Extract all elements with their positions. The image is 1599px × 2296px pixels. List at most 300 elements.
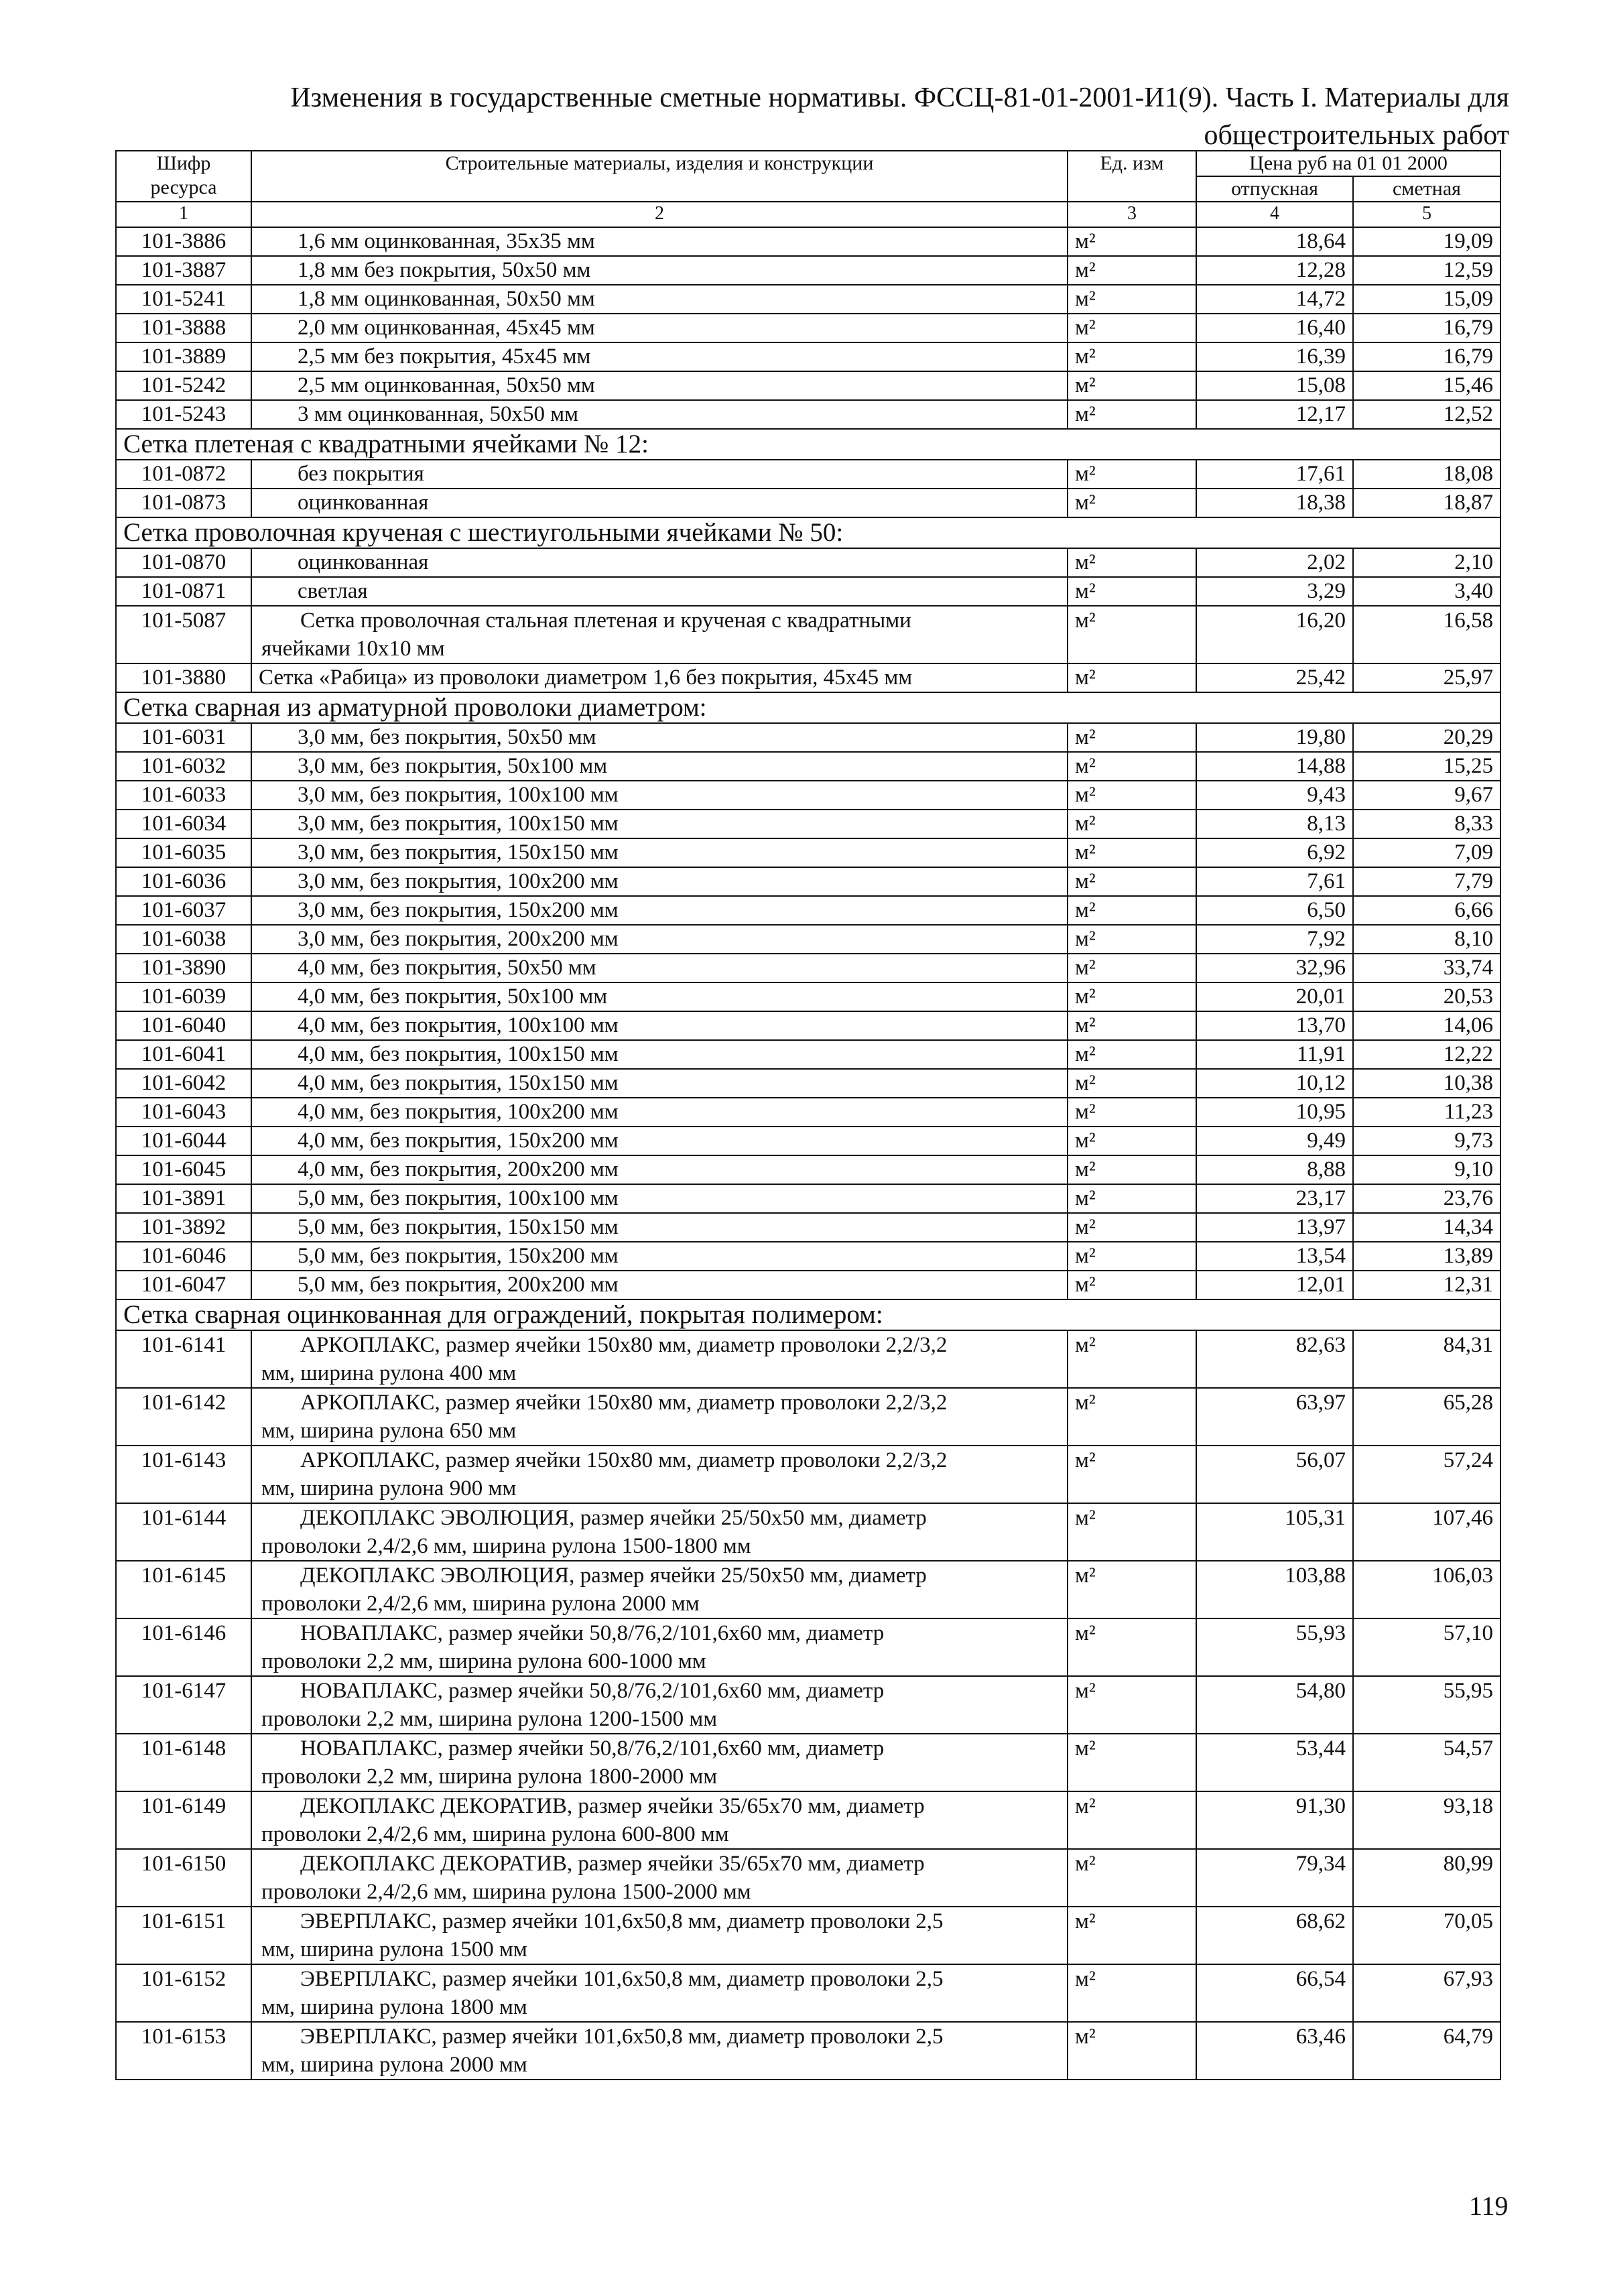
- material-name-line1: ДЕКОПЛАКС ДЕКОРАТИВ, размер ячейки 35/65x70 мм, диаметр: [300, 1794, 925, 1818]
- group-heading: Сетка проволочная крученая с шестиугольными ячейками № 50:: [116, 517, 1500, 548]
- unit-of-measure: м²: [1068, 810, 1196, 838]
- resource-code: 101-3888: [116, 314, 251, 342]
- material-name-cell: [251, 1676, 1068, 1734]
- price-release: 12,17: [1196, 400, 1353, 429]
- price-estimate: 10,38: [1353, 1069, 1500, 1098]
- resource-code: 101-6035: [116, 838, 251, 867]
- material-name: 3,0 мм, без покрытия, 50x100 мм: [298, 754, 608, 778]
- table-row: [116, 1734, 1500, 1791]
- table-row: [116, 752, 1500, 781]
- material-name-line2: мм, ширина рулона 2000 мм: [261, 2053, 527, 2077]
- material-name-cell: [251, 1040, 1068, 1069]
- resource-code: 101-6031: [116, 723, 251, 752]
- price-estimate: 15,09: [1353, 285, 1500, 314]
- resource-code: 101-3886: [116, 227, 251, 256]
- materials-price-table: [115, 150, 1501, 2080]
- material-name-line1: Сетка проволочная стальная плетеная и крученая с квадратными: [300, 609, 911, 633]
- material-name-cell: [251, 1127, 1068, 1155]
- price-estimate: 3,40: [1353, 577, 1500, 606]
- price-release: 32,96: [1196, 954, 1353, 982]
- price-release: 14,88: [1196, 752, 1353, 781]
- material-name-line2: проволоки 2,4/2,6 мм, ширина рулона 600-800 мм: [261, 1822, 729, 1846]
- unit-of-measure: м²: [1068, 285, 1196, 314]
- resource-code: 101-6043: [116, 1098, 251, 1127]
- price-estimate: 57,24: [1353, 1446, 1500, 1503]
- material-name-cell: [251, 314, 1068, 342]
- material-name-cell: [251, 1618, 1068, 1676]
- table-row: [116, 1618, 1500, 1676]
- price-release: 105,31: [1196, 1503, 1353, 1561]
- resource-code: 101-6146: [116, 1618, 251, 1676]
- material-name-line2: мм, ширина рулона 400 мм: [261, 1361, 517, 1385]
- resource-code: 101-6149: [116, 1791, 251, 1849]
- price-release: 9,43: [1196, 781, 1353, 810]
- price-release: 63,97: [1196, 1388, 1353, 1446]
- group-heading: Сетка плетеная с квадратными ячейками № 12:: [116, 429, 1500, 460]
- material-name-cell: [251, 810, 1068, 838]
- header-price-estimate: сметная: [1353, 176, 1500, 202]
- material-name: 3,0 мм, без покрытия, 100x200 мм: [298, 869, 619, 893]
- column-number: 5: [1353, 202, 1500, 227]
- material-name-cell: [251, 1849, 1068, 1907]
- price-release: 18,38: [1196, 489, 1353, 517]
- material-name: 2,0 мм оцинкованная, 45x45 мм: [298, 316, 595, 340]
- material-name-line2: мм, ширина рулона 650 мм: [261, 1419, 517, 1443]
- material-name-line1: АРКОПЛАКС, размер ячейки 150x80 мм, диаметр проволоки 2,2/3,2: [300, 1333, 948, 1357]
- table-row: [116, 1155, 1500, 1184]
- material-name-cell: [251, 1184, 1068, 1213]
- price-release: 6,50: [1196, 896, 1353, 925]
- price-estimate: 107,46: [1353, 1503, 1500, 1561]
- table-row: [116, 982, 1500, 1011]
- table-row: [116, 1676, 1500, 1734]
- price-estimate: 12,52: [1353, 400, 1500, 429]
- price-release: 91,30: [1196, 1791, 1353, 1849]
- price-release: 17,61: [1196, 460, 1353, 489]
- unit-of-measure: м²: [1068, 781, 1196, 810]
- table-row: [116, 663, 1500, 692]
- unit-of-measure: м²: [1068, 1618, 1196, 1676]
- material-name: 3,0 мм, без покрытия, 50x50 мм: [298, 725, 596, 749]
- material-name-cell: [251, 1330, 1068, 1388]
- resource-code: 101-0873: [116, 489, 251, 517]
- price-estimate: 67,93: [1353, 1964, 1500, 2022]
- resource-code: 101-6038: [116, 925, 251, 954]
- price-estimate: 9,73: [1353, 1127, 1500, 1155]
- table-row: [116, 1069, 1500, 1098]
- unit-of-measure: м²: [1068, 489, 1196, 517]
- material-name: 4,0 мм, без покрытия, 50x100 мм: [298, 984, 608, 1009]
- price-estimate: 18,87: [1353, 489, 1500, 517]
- material-name-line2: проволоки 2,2 мм, ширина рулона 600-1000 мм: [261, 1649, 706, 1673]
- unit-of-measure: м²: [1068, 577, 1196, 606]
- table-row: [116, 838, 1500, 867]
- unit-of-measure: м²: [1068, 896, 1196, 925]
- material-name-line1: ЭВЕРПЛАКС, размер ячейки 101,6x50,8 мм, диаметр проволоки 2,5: [300, 2025, 944, 2049]
- unit-of-measure: м²: [1068, 1242, 1196, 1271]
- unit-of-measure: м²: [1068, 1127, 1196, 1155]
- table-row: [116, 896, 1500, 925]
- price-release: 11,91: [1196, 1040, 1353, 1069]
- table-row: [116, 606, 1500, 663]
- table-row: [116, 954, 1500, 982]
- material-name: 3 мм оцинкованная, 50x50 мм: [298, 402, 579, 426]
- material-name-cell: [251, 838, 1068, 867]
- price-release: 13,97: [1196, 1213, 1353, 1242]
- unit-of-measure: м²: [1068, 1330, 1196, 1388]
- material-name-cell: [251, 256, 1068, 285]
- material-name-cell: [251, 867, 1068, 896]
- unit-of-measure: м²: [1068, 1676, 1196, 1734]
- material-name: 1,6 мм оцинкованная, 35x35 мм: [298, 229, 595, 253]
- material-name-line1: АРКОПЛАКС, размер ячейки 150x80 мм, диаметр проволоки 2,2/3,2: [300, 1391, 948, 1415]
- resource-code: 101-6044: [116, 1127, 251, 1155]
- column-number: 1: [116, 202, 251, 227]
- resource-code: 101-3891: [116, 1184, 251, 1213]
- table-row: [116, 925, 1500, 954]
- material-name-cell: [251, 371, 1068, 400]
- material-name: 3,0 мм, без покрытия, 150x200 мм: [298, 898, 619, 922]
- resource-code: 101-6040: [116, 1011, 251, 1040]
- group-heading-row: [116, 429, 1500, 460]
- price-estimate: 14,34: [1353, 1213, 1500, 1242]
- unit-of-measure: м²: [1068, 723, 1196, 752]
- resource-code: 101-0871: [116, 577, 251, 606]
- price-estimate: 14,06: [1353, 1011, 1500, 1040]
- price-estimate: 15,25: [1353, 752, 1500, 781]
- price-estimate: 16,79: [1353, 314, 1500, 342]
- price-release: 54,80: [1196, 1676, 1353, 1734]
- unit-of-measure: м²: [1068, 1155, 1196, 1184]
- material-name: светлая: [298, 579, 368, 603]
- material-name-cell: [251, 1561, 1068, 1618]
- price-release: 18,64: [1196, 227, 1353, 256]
- material-name-line2: проволоки 2,4/2,6 мм, ширина рулона 1500-1800 мм: [261, 1534, 751, 1558]
- unit-of-measure: м²: [1068, 342, 1196, 371]
- material-name-cell: [251, 285, 1068, 314]
- price-release: 7,92: [1196, 925, 1353, 954]
- material-name-cell: [251, 548, 1068, 577]
- material-name-cell: [251, 723, 1068, 752]
- material-name-cell: [251, 781, 1068, 810]
- resource-code: 101-3880: [116, 663, 251, 692]
- price-release: 10,95: [1196, 1098, 1353, 1127]
- material-name: 5,0 мм, без покрытия, 100x100 мм: [298, 1186, 619, 1210]
- table-row: [116, 1561, 1500, 1618]
- material-name-line1: НОВАПЛАКС, размер ячейки 50,8/76,2/101,6x60 мм, диаметр: [300, 1679, 885, 1703]
- page-number: 119: [1469, 2191, 1509, 2221]
- price-estimate: 18,08: [1353, 460, 1500, 489]
- table-row: [116, 227, 1500, 256]
- table-row: [116, 1503, 1500, 1561]
- price-estimate: 12,22: [1353, 1040, 1500, 1069]
- resource-code: 101-6046: [116, 1242, 251, 1271]
- price-estimate: 12,59: [1353, 256, 1500, 285]
- table-row: [116, 1388, 1500, 1446]
- price-release: 63,46: [1196, 2022, 1353, 2080]
- resource-code: 101-6142: [116, 1388, 251, 1446]
- material-name: 3,0 мм, без покрытия, 100x150 мм: [298, 812, 619, 836]
- price-estimate: 64,79: [1353, 2022, 1500, 2080]
- table-row: [116, 723, 1500, 752]
- resource-code: 101-5241: [116, 285, 251, 314]
- material-name: без покрытия: [298, 462, 424, 486]
- table-row: [116, 867, 1500, 896]
- price-release: 19,80: [1196, 723, 1353, 752]
- price-estimate: 93,18: [1353, 1791, 1500, 1849]
- price-estimate: 9,10: [1353, 1155, 1500, 1184]
- table-row: [116, 1040, 1500, 1069]
- price-release: 82,63: [1196, 1330, 1353, 1388]
- material-name-line1: ДЕКОПЛАКС ДЕКОРАТИВ, размер ячейки 35/65x70 мм, диаметр: [300, 1852, 925, 1876]
- table-row: [116, 1271, 1500, 1299]
- material-name: 3,0 мм, без покрытия, 100x100 мм: [298, 783, 619, 807]
- table-row: [116, 1964, 1500, 2022]
- resource-code: 101-6041: [116, 1040, 251, 1069]
- material-name: 5,0 мм, без покрытия, 150x150 мм: [298, 1215, 619, 1239]
- price-release: 8,13: [1196, 810, 1353, 838]
- price-estimate: 23,76: [1353, 1184, 1500, 1213]
- table-row: [116, 1242, 1500, 1271]
- price-estimate: 13,89: [1353, 1242, 1500, 1271]
- table-row: [116, 400, 1500, 429]
- resource-code: 101-6045: [116, 1155, 251, 1184]
- material-name: 2,5 мм без покрытия, 45x45 мм: [298, 344, 591, 369]
- material-name: оцинкованная: [298, 550, 429, 574]
- price-release: 16,39: [1196, 342, 1353, 371]
- unit-of-measure: м²: [1068, 1388, 1196, 1446]
- unit-of-measure: м²: [1068, 1213, 1196, 1242]
- material-name: 4,0 мм, без покрытия, 150x150 мм: [298, 1071, 619, 1095]
- material-name-line1: АРКОПЛАКС, размер ячейки 150x80 мм, диаметр проволоки 2,2/3,2: [300, 1448, 948, 1472]
- unit-of-measure: м²: [1068, 925, 1196, 954]
- table-row: [116, 1330, 1500, 1388]
- resource-code: 101-6150: [116, 1849, 251, 1907]
- header-name: Строительные материалы, изделия и конструкции: [251, 151, 1068, 202]
- resource-code: 101-6034: [116, 810, 251, 838]
- price-estimate: 19,09: [1353, 227, 1500, 256]
- price-estimate: 8,33: [1353, 810, 1500, 838]
- table-row: [116, 314, 1500, 342]
- unit-of-measure: м²: [1068, 1184, 1196, 1213]
- material-name-cell: [251, 1734, 1068, 1791]
- price-release: 16,20: [1196, 606, 1353, 663]
- price-release: 12,01: [1196, 1271, 1353, 1299]
- resource-code: 101-6037: [116, 896, 251, 925]
- material-name: 4,0 мм, без покрытия, 50x50 мм: [298, 956, 596, 980]
- table-row: [116, 342, 1500, 371]
- price-estimate: 54,57: [1353, 1734, 1500, 1791]
- price-release: 16,40: [1196, 314, 1353, 342]
- resource-code: 101-5243: [116, 400, 251, 429]
- unit-of-measure: м²: [1068, 1011, 1196, 1040]
- unit-of-measure: м²: [1068, 1271, 1196, 1299]
- material-name-line2: мм, ширина рулона 900 мм: [261, 1476, 517, 1501]
- price-release: 20,01: [1196, 982, 1353, 1011]
- unit-of-measure: м²: [1068, 1561, 1196, 1618]
- material-name-cell: [251, 954, 1068, 982]
- price-release: 3,29: [1196, 577, 1353, 606]
- material-name-line1: ДЕКОПЛАКС ЭВОЛЮЦИЯ, размер ячейки 25/50x50 мм, диаметр: [300, 1506, 927, 1530]
- group-heading: Сетка сварная из арматурной проволоки диаметром:: [116, 692, 1500, 723]
- material-name: 5,0 мм, без покрытия, 150x200 мм: [298, 1244, 619, 1268]
- price-estimate: 57,10: [1353, 1618, 1500, 1676]
- material-name: 4,0 мм, без покрытия, 100x100 мм: [298, 1013, 619, 1037]
- price-estimate: 12,31: [1353, 1271, 1500, 1299]
- resource-code: 101-6144: [116, 1503, 251, 1561]
- price-estimate: 15,46: [1353, 371, 1500, 400]
- table-row: [116, 548, 1500, 577]
- material-name-cell: [251, 1069, 1068, 1098]
- unit-of-measure: м²: [1068, 227, 1196, 256]
- price-estimate: 7,09: [1353, 838, 1500, 867]
- header-price-group: Цена руб на 01 01 2000: [1196, 151, 1500, 176]
- material-name-cell: [251, 1271, 1068, 1299]
- resource-code: 101-6047: [116, 1271, 251, 1299]
- price-estimate: 33,74: [1353, 954, 1500, 982]
- price-release: 53,44: [1196, 1734, 1353, 1791]
- header-price-release: отпускная: [1196, 176, 1353, 202]
- material-name-cell: [251, 663, 1068, 692]
- resource-code: 101-3889: [116, 342, 251, 371]
- unit-of-measure: м²: [1068, 1791, 1196, 1849]
- material-name-cell: [251, 460, 1068, 489]
- material-name: оцинкованная: [298, 491, 429, 515]
- price-estimate: 25,97: [1353, 663, 1500, 692]
- unit-of-measure: м²: [1068, 2022, 1196, 2080]
- material-name: 3,0 мм, без покрытия, 150x150 мм: [298, 840, 619, 865]
- price-estimate: 106,03: [1353, 1561, 1500, 1618]
- unit-of-measure: м²: [1068, 1503, 1196, 1561]
- resource-code: 101-3890: [116, 954, 251, 982]
- material-name: 2,5 мм оцинкованная, 50x50 мм: [298, 373, 595, 397]
- material-name: 4,0 мм, без покрытия, 100x150 мм: [298, 1042, 619, 1066]
- table-row: [116, 489, 1500, 517]
- price-release: 66,54: [1196, 1964, 1353, 2022]
- resource-code: 101-6039: [116, 982, 251, 1011]
- column-number: 3: [1068, 202, 1196, 227]
- unit-of-measure: м²: [1068, 954, 1196, 982]
- resource-code: 101-5242: [116, 371, 251, 400]
- resource-code: 101-3887: [116, 256, 251, 285]
- price-estimate: 65,28: [1353, 1388, 1500, 1446]
- material-name-line1: НОВАПЛАКС, размер ячейки 50,8/76,2/101,6x60 мм, диаметр: [300, 1621, 885, 1645]
- resource-code: 101-6147: [116, 1676, 251, 1734]
- unit-of-measure: м²: [1068, 1040, 1196, 1069]
- table-row: [116, 460, 1500, 489]
- unit-of-measure: м²: [1068, 371, 1196, 400]
- price-estimate: 8,10: [1353, 925, 1500, 954]
- material-name: 4,0 мм, без покрытия, 150x200 мм: [298, 1129, 619, 1153]
- material-name-line2: проволоки 2,2 мм, ширина рулона 1200-1500 мм: [261, 1707, 718, 1731]
- resource-code: 101-3892: [116, 1213, 251, 1242]
- table-row: [116, 371, 1500, 400]
- price-release: 15,08: [1196, 371, 1353, 400]
- unit-of-measure: м²: [1068, 314, 1196, 342]
- table-row: [116, 1213, 1500, 1242]
- group-heading-row: [116, 1299, 1500, 1330]
- unit-of-measure: м²: [1068, 548, 1196, 577]
- price-release: 68,62: [1196, 1907, 1353, 1964]
- material-name-line2: проволоки 2,4/2,6 мм, ширина рулона 1500-2000 мм: [261, 1880, 751, 1904]
- price-release: 6,92: [1196, 838, 1353, 867]
- material-name-cell: [251, 925, 1068, 954]
- resource-code: 101-6036: [116, 867, 251, 896]
- resource-code: 101-0872: [116, 460, 251, 489]
- resource-code: 101-6153: [116, 2022, 251, 2080]
- price-release: 13,70: [1196, 1011, 1353, 1040]
- column-number: 2: [251, 202, 1068, 227]
- unit-of-measure: м²: [1068, 752, 1196, 781]
- resource-code: 101-6032: [116, 752, 251, 781]
- unit-of-measure: м²: [1068, 1446, 1196, 1503]
- table-row: [116, 781, 1500, 810]
- material-name: 1,8 мм оцинкованная, 50x50 мм: [298, 287, 595, 311]
- unit-of-measure: м²: [1068, 1849, 1196, 1907]
- material-name-cell: [251, 1907, 1068, 1964]
- material-name-line1: ЭВЕРПЛАКС, размер ячейки 101,6x50,8 мм, диаметр проволоки 2,5: [300, 1909, 944, 1933]
- resource-code: 101-6143: [116, 1446, 251, 1503]
- material-name-line2: мм, ширина рулона 1800 мм: [261, 1995, 527, 2019]
- table-row: [116, 1011, 1500, 1040]
- material-name-line1: НОВАПЛАКС, размер ячейки 50,8/76,2/101,6x60 мм, диаметр: [300, 1736, 885, 1761]
- material-name-line1: ЭВЕРПЛАКС, размер ячейки 101,6x50,8 мм, диаметр проволоки 2,5: [300, 1967, 944, 1991]
- material-name: 1,8 мм без покрытия, 50x50 мм: [298, 258, 591, 282]
- material-name-cell: [251, 1791, 1068, 1849]
- material-name: 5,0 мм, без покрытия, 200x200 мм: [298, 1273, 619, 1297]
- table-row: [116, 810, 1500, 838]
- price-estimate: 16,79: [1353, 342, 1500, 371]
- unit-of-measure: м²: [1068, 606, 1196, 663]
- material-name-cell: [251, 1155, 1068, 1184]
- price-estimate: 2,10: [1353, 548, 1500, 577]
- unit-of-measure: м²: [1068, 1069, 1196, 1098]
- price-estimate: 70,05: [1353, 1907, 1500, 1964]
- price-estimate: 16,58: [1353, 606, 1500, 663]
- resource-code: 101-6145: [116, 1561, 251, 1618]
- price-release: 13,54: [1196, 1242, 1353, 1271]
- material-name-cell: [251, 400, 1068, 429]
- material-name-cell: [251, 342, 1068, 371]
- material-name-line2: мм, ширина рулона 1500 мм: [261, 1937, 527, 1962]
- price-release: 55,93: [1196, 1618, 1353, 1676]
- unit-of-measure: м²: [1068, 460, 1196, 489]
- resource-code: 101-0870: [116, 548, 251, 577]
- price-release: 56,07: [1196, 1446, 1353, 1503]
- unit-of-measure: м²: [1068, 1098, 1196, 1127]
- column-number: 4: [1196, 202, 1353, 227]
- material-name-cell: [251, 1446, 1068, 1503]
- table-row: [116, 256, 1500, 285]
- material-name-line2: ячейками 10x10 мм: [261, 637, 445, 661]
- table-row: [116, 2022, 1500, 2080]
- unit-of-measure: м²: [1068, 982, 1196, 1011]
- material-name-line2: проволоки 2,4/2,6 мм, ширина рулона 2000 мм: [261, 1592, 700, 1616]
- resource-code: 101-6033: [116, 781, 251, 810]
- price-estimate: 20,53: [1353, 982, 1500, 1011]
- material-name-cell: [251, 1242, 1068, 1271]
- table-row: [116, 1791, 1500, 1849]
- material-name-cell: [251, 896, 1068, 925]
- resource-code: 101-5087: [116, 606, 251, 663]
- price-release: 7,61: [1196, 867, 1353, 896]
- group-heading: Сетка сварная оцинкованная для ограждений, покрытая полимером:: [116, 1299, 1500, 1330]
- unit-of-measure: м²: [1068, 1734, 1196, 1791]
- price-release: 79,34: [1196, 1849, 1353, 1907]
- table-row: [116, 1907, 1500, 1964]
- unit-of-measure: м²: [1068, 867, 1196, 896]
- header-title-line2: общестроительных работ: [1204, 120, 1509, 151]
